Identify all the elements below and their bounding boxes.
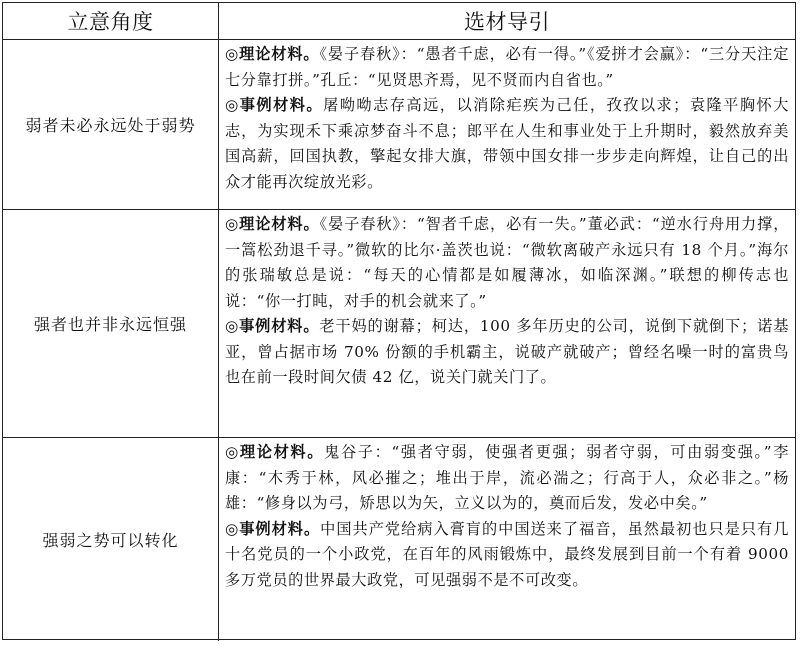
theory-paragraph bbox=[225, 440, 789, 517]
theory-label: ◎理论材料。 bbox=[225, 215, 320, 233]
theory-text: 鬼谷子：“强者守弱，使强者更强；弱者守弱，可由弱变强。”李康：“木秀于林，风必摧之；堆出于岸，流必湍之；行高于人，众必非之。”杨雄：“修身以为弓，矫思以为矢，立义以为的，奠而后发，发必中矣。” bbox=[225, 443, 789, 512]
row-angle: 弱者未必永远处于弱势 bbox=[3, 40, 219, 209]
row-angle: 强者也并非永远恒强 bbox=[3, 210, 219, 437]
case-label: ◎事例材料。 bbox=[225, 519, 321, 538]
row-material bbox=[219, 40, 795, 209]
case-label: ◎事例材料。 bbox=[225, 96, 324, 114]
material-table bbox=[2, 2, 796, 640]
theory-paragraph bbox=[225, 42, 789, 93]
case-text: 中国共产党给病入膏肓的中国送来了福音，虽然最初也只是只有几十名党员的一个小政党，在百年的风雨锻炼中，最终发展到目前一个有着 9000 多万党员的世界最大政党，可见强弱不是不可改变。 bbox=[225, 519, 789, 589]
case-paragraph bbox=[225, 314, 789, 391]
table-row bbox=[3, 40, 795, 210]
theory-label: ◎理论材料。 bbox=[225, 443, 325, 461]
table-header bbox=[3, 3, 795, 40]
case-paragraph bbox=[225, 517, 789, 594]
table-row bbox=[3, 438, 795, 641]
header-angle: 立意角度 bbox=[3, 3, 219, 39]
case-label: ◎事例材料。 bbox=[225, 317, 320, 335]
case-paragraph bbox=[225, 93, 789, 195]
row-angle: 强弱之势可以转化 bbox=[3, 438, 219, 641]
row-material bbox=[219, 210, 795, 437]
case-text: 屠呦呦志存高远，以消除疟疾为己任，孜孜以求；袁隆平胸怀大志，为实现禾下乘凉梦奋斗不息；郎平在人生和事业处于上升期时，毅然放弃美国高薪，回国执教，擎起女排大旗，带领中国女排一步步走向辉煌，让自己的出众才能再次绽放光彩。 bbox=[225, 96, 789, 191]
row-material bbox=[219, 438, 795, 641]
header-material: 选材导引 bbox=[464, 10, 550, 34]
theory-paragraph bbox=[225, 212, 789, 314]
case-text: 老干妈的谢幕；柯达，100 多年历史的公司，说倒下就倒下；诺基亚，曾占据市场 70% 份额的手机霸主，说破产就破产；曾经名噪一时的富贵鸟也在前一段时间欠债 42 亿，说关门就关门了。 bbox=[225, 317, 789, 386]
theory-text: 《晏子春秋》：“智者千虑，必有一失。”董必武：“逆水行舟用力撑，一篙松劲退千寻。”微软的比尔·盖茨也说：“微软离破产永远只有 18 个月。”海尔的张瑞敏总是说：“每天的心情都是如履薄冰，如临深渊。”联想的柳传志也说：“你一打盹，对手的机会就来了。” bbox=[225, 215, 789, 310]
theory-label: ◎理论材料。 bbox=[225, 45, 320, 63]
table-row bbox=[3, 210, 795, 438]
theory-text: 《晏子春秋》：“愚者千虑，必有一得。”《爱拼才会赢》：“三分天注定 七分靠打拼。”孔丘：“见贤思齐焉，见不贤而内自省也。” bbox=[225, 45, 789, 89]
